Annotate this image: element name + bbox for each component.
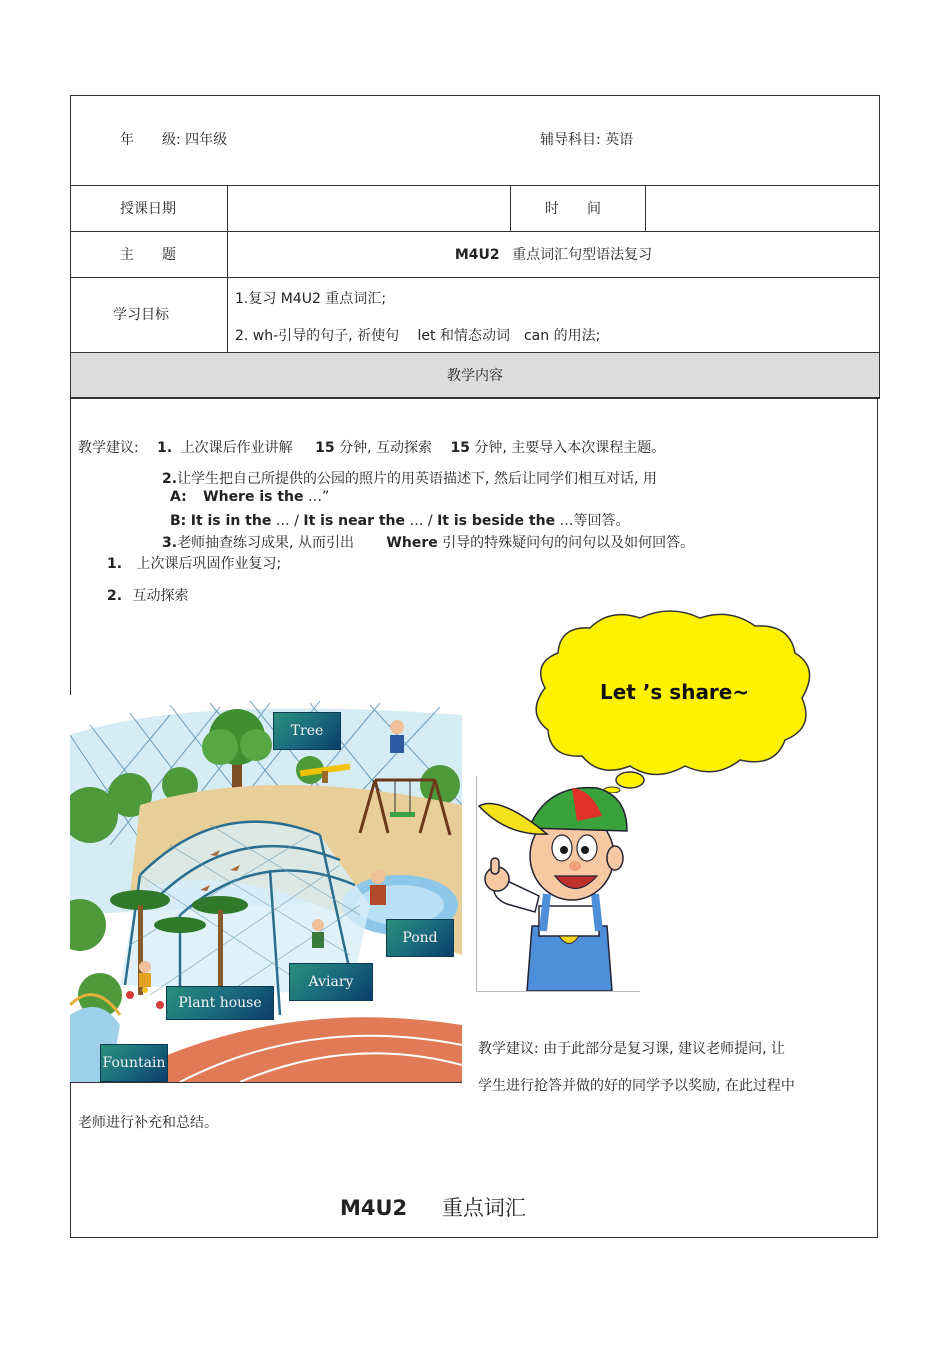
suggestion2-line-2: 学生进行抢答并做的好的同学予以奖励, 在此过程中 [478,1078,795,1094]
label-aviary: Aviary [289,963,373,1001]
suggestion-line-2: 2.让学生把自己所提供的公园的照片的用英语描述下, 然后让同学们相互对话, 用 [162,471,657,487]
suggestion2-line-3: 老师进行补充和总结。 [78,1115,218,1131]
cartoon-boy-image [476,776,640,992]
suggestion-line-2b: B: It is in the … / It is near the … / It is beside the …等回答。 [170,513,630,529]
topic-text: 重点词汇句型语法复习 [512,247,653,263]
suggestion-line-1: 教学建议: 1. 上次课后作业讲解 15 分钟, 互动探索 15 分钟, 主要导入本次课程主题。 [78,440,666,456]
grade-label: 年 级: 四年级 [120,132,228,148]
bubble-text: Let ’s share~ [600,680,750,704]
topic-code: M4U2 [454,247,500,263]
section-1: 1. 上次课后巩固作业复习; [107,556,282,572]
goal-line-2: 2. wh-引导的句子, 祈使句 let 和情态动词 can 的用法; [235,328,601,344]
date-label: 授课日期 [120,201,176,217]
section-2: 2. 互动探索 [107,588,189,604]
label-pond: Pond [386,919,454,957]
content-label: 教学内容 [447,368,503,384]
cartoon-boy [477,776,640,991]
label-plant-house: Plant house [166,986,274,1020]
suggestion2-line-1: 教学建议: 由于此部分是复习课, 建议老师提问, 让 [478,1041,785,1057]
thought-bubble [530,608,820,793]
label-tree: Tree [273,712,341,750]
goal-line-1: 1.复习 M4U2 重点词汇; [235,291,387,307]
topic-value [228,244,879,264]
section-title: M4U2 重点词汇 [340,1196,526,1220]
time-label: 时 间 [545,201,601,217]
suggestion-line-2a: A: Where is the …” [170,489,330,505]
park-illustration [70,695,462,1082]
picture-underline [70,1082,462,1083]
park-scene [70,695,462,1082]
goal-label: 学习目标 [113,307,169,323]
suggestion-line-3: 3.老师抽查练习成果, 从而引出 Where 引导的特殊疑问句的问句以及如何回答。 [162,535,695,551]
label-fountain: Fountain [100,1044,168,1082]
topic-label: 主 题 [120,247,176,263]
subject-label: 辅导科目: 英语 [540,132,634,148]
